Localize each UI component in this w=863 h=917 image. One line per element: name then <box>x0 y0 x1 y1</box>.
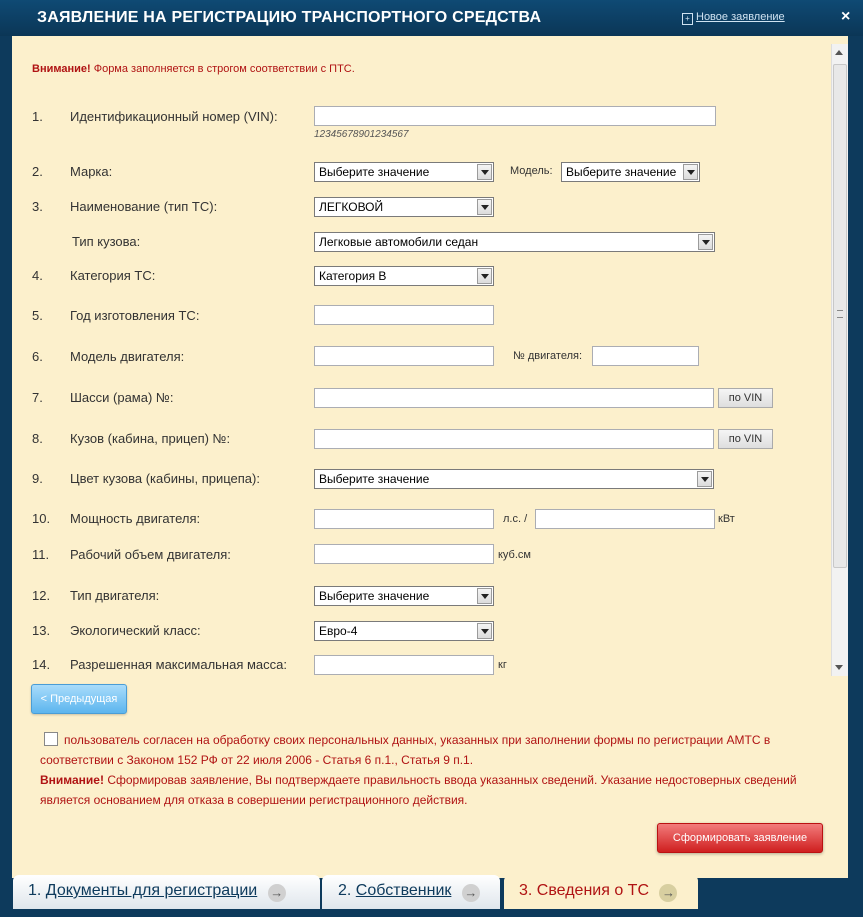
power-kw-input[interactable] <box>535 509 715 529</box>
chevron-down-icon <box>683 164 698 180</box>
year-label: Год изготовления ТС: <box>70 308 200 323</box>
engine-type-label: Тип двигателя: <box>70 588 160 603</box>
engine-model-input[interactable] <box>314 346 494 366</box>
brand-select[interactable] <box>314 162 494 182</box>
submit-application-button[interactable]: Сформировать заявление <box>657 823 823 853</box>
engine-model-label: Модель двигателя: <box>70 349 185 364</box>
body-by-vin-button[interactable]: по VIN <box>718 429 773 449</box>
tab-vehicle-info[interactable] <box>504 875 698 909</box>
scroll-thumb[interactable] <box>833 64 847 568</box>
eco-class-select[interactable] <box>314 621 494 641</box>
chevron-down-icon <box>477 164 492 180</box>
field-number: 1. <box>32 109 43 124</box>
tab-number: 1. <box>28 882 42 899</box>
category-label: Категория ТС: <box>70 268 156 283</box>
new-document-icon: + <box>682 13 693 25</box>
chevron-down-icon <box>697 471 712 487</box>
category-select[interactable] <box>314 266 494 286</box>
field-number: 9. <box>32 471 43 486</box>
title-bar <box>0 0 863 36</box>
power-label: Мощность двигателя: <box>70 511 201 526</box>
tab-owner[interactable] <box>322 875 500 909</box>
consent-warning-bold: Внимание! <box>40 773 104 787</box>
year-input[interactable] <box>314 305 494 325</box>
arrow-right-icon: → <box>462 884 480 902</box>
field-number: 14. <box>32 657 51 672</box>
body-type-label: Тип кузова: <box>72 234 141 249</box>
new-application-link[interactable] <box>682 11 785 25</box>
max-mass-label: Разрешенная максимальная масса: <box>70 657 288 672</box>
previous-button[interactable]: < Предыдущая <box>31 684 127 714</box>
arrow-right-icon: → <box>268 884 286 902</box>
tab-number: 2. <box>338 882 352 899</box>
field-number: 5. <box>32 308 43 323</box>
brand-label: Марка: <box>70 164 113 179</box>
chevron-down-icon <box>698 234 713 250</box>
window-title: ЗАЯВЛЕНИЕ НА РЕГИСТРАЦИЮ ТРАНСПОРТНОГО СРЕДСТВА <box>37 9 542 26</box>
chassis-by-vin-button[interactable]: по VIN <box>718 388 773 408</box>
brand-select-value: Выберите значение <box>319 165 430 179</box>
chevron-down-icon <box>477 199 492 215</box>
notice-bold: Внимание! <box>32 63 91 75</box>
color-select[interactable] <box>314 469 714 489</box>
displacement-label: Рабочий объем двигателя: <box>70 547 231 562</box>
vin-input[interactable] <box>314 106 716 126</box>
tab-label: Сведения о ТС <box>536 882 650 899</box>
category-select-value: Категория B <box>319 269 387 283</box>
body-number-label: Кузов (кабина, прицеп) №: <box>70 431 231 446</box>
consent-block <box>40 730 820 810</box>
chevron-down-icon <box>477 623 492 639</box>
field-number: 4. <box>32 268 43 283</box>
arrow-right-icon: → <box>659 884 677 902</box>
vin-hint: 12345678901234567 <box>314 129 409 140</box>
form-notice <box>32 63 355 75</box>
displacement-input[interactable] <box>314 544 494 564</box>
field-number: 2. <box>32 164 43 179</box>
body-type-select[interactable] <box>314 232 715 252</box>
grip-icon <box>837 310 843 318</box>
kw-unit: кВт <box>718 513 735 525</box>
vehicle-type-select[interactable] <box>314 197 494 217</box>
color-select-value: Выберите значение <box>319 472 430 486</box>
eco-class-select-value: Евро-4 <box>319 624 358 638</box>
new-application-label: Новое заявление <box>696 11 785 23</box>
vehicle-type-label: Наименование (тип ТС): <box>70 199 218 214</box>
chevron-down-icon <box>477 268 492 284</box>
scroll-down-icon[interactable] <box>835 665 843 670</box>
color-label: Цвет кузова (кабины, прицепа): <box>70 471 260 486</box>
chassis-input[interactable] <box>314 388 714 408</box>
field-number: 3. <box>32 199 43 214</box>
scroll-up-icon[interactable] <box>835 50 843 55</box>
tab-label: Документы для регистрации <box>45 882 258 899</box>
field-number: 8. <box>32 431 43 446</box>
field-number: 12. <box>32 588 51 603</box>
displacement-unit: куб.см <box>498 549 531 561</box>
engine-type-select[interactable] <box>314 586 494 606</box>
tab-number: 3. <box>519 882 533 899</box>
field-number: 10. <box>32 511 51 526</box>
engine-number-input[interactable] <box>592 346 699 366</box>
form-scrollbar[interactable] <box>831 44 848 676</box>
eco-class-label: Экологический класс: <box>70 623 201 638</box>
model-select-value: Выберите значение <box>566 165 677 179</box>
vin-label: Идентификационный номер (VIN): <box>70 109 278 124</box>
consent-text: пользователь согласен на обработку своих персональных данных, указанных при заполнении формы по регистрации АМТС в соответствии с Законом 152 РФ от 22 июля 2006 - Статья 6 п.1., Статья 9 п.1. <box>40 733 771 767</box>
consent-warning-text: Сформировав заявление, Вы подтверждаете правильность ввода указанных сведений. Указание недостоверных сведений является основанием для отказа в совершении регистрационного действия. <box>40 773 797 807</box>
engine-number-label: № двигателя: <box>513 350 583 362</box>
consent-checkbox[interactable] <box>44 732 58 746</box>
max-mass-input[interactable] <box>314 655 494 675</box>
tab-documents[interactable] <box>13 875 320 909</box>
body-number-input[interactable] <box>314 429 714 449</box>
close-icon[interactable]: × <box>841 8 851 25</box>
hp-unit: л.с. / <box>503 513 528 525</box>
model-select[interactable] <box>561 162 700 182</box>
chevron-down-icon <box>477 588 492 604</box>
field-number: 11. <box>32 547 50 562</box>
notice-text: Форма заполняется в строгом соответствии с ПТС. <box>90 63 355 75</box>
field-number: 7. <box>32 390 43 405</box>
model-label: Модель: <box>510 165 553 177</box>
power-hp-input[interactable] <box>314 509 494 529</box>
tab-label: Собственник <box>355 882 452 899</box>
field-number: 6. <box>32 349 43 364</box>
max-mass-unit: кг <box>498 659 507 671</box>
body-type-select-value: Легковые автомобили седан <box>319 235 479 249</box>
vehicle-type-select-value: ЛЕГКОВОЙ <box>319 200 384 214</box>
scroll-area-bottom-edge <box>12 676 848 684</box>
chassis-label: Шасси (рама) №: <box>70 390 174 405</box>
field-number: 13. <box>32 623 51 638</box>
engine-type-select-value: Выберите значение <box>319 589 430 603</box>
